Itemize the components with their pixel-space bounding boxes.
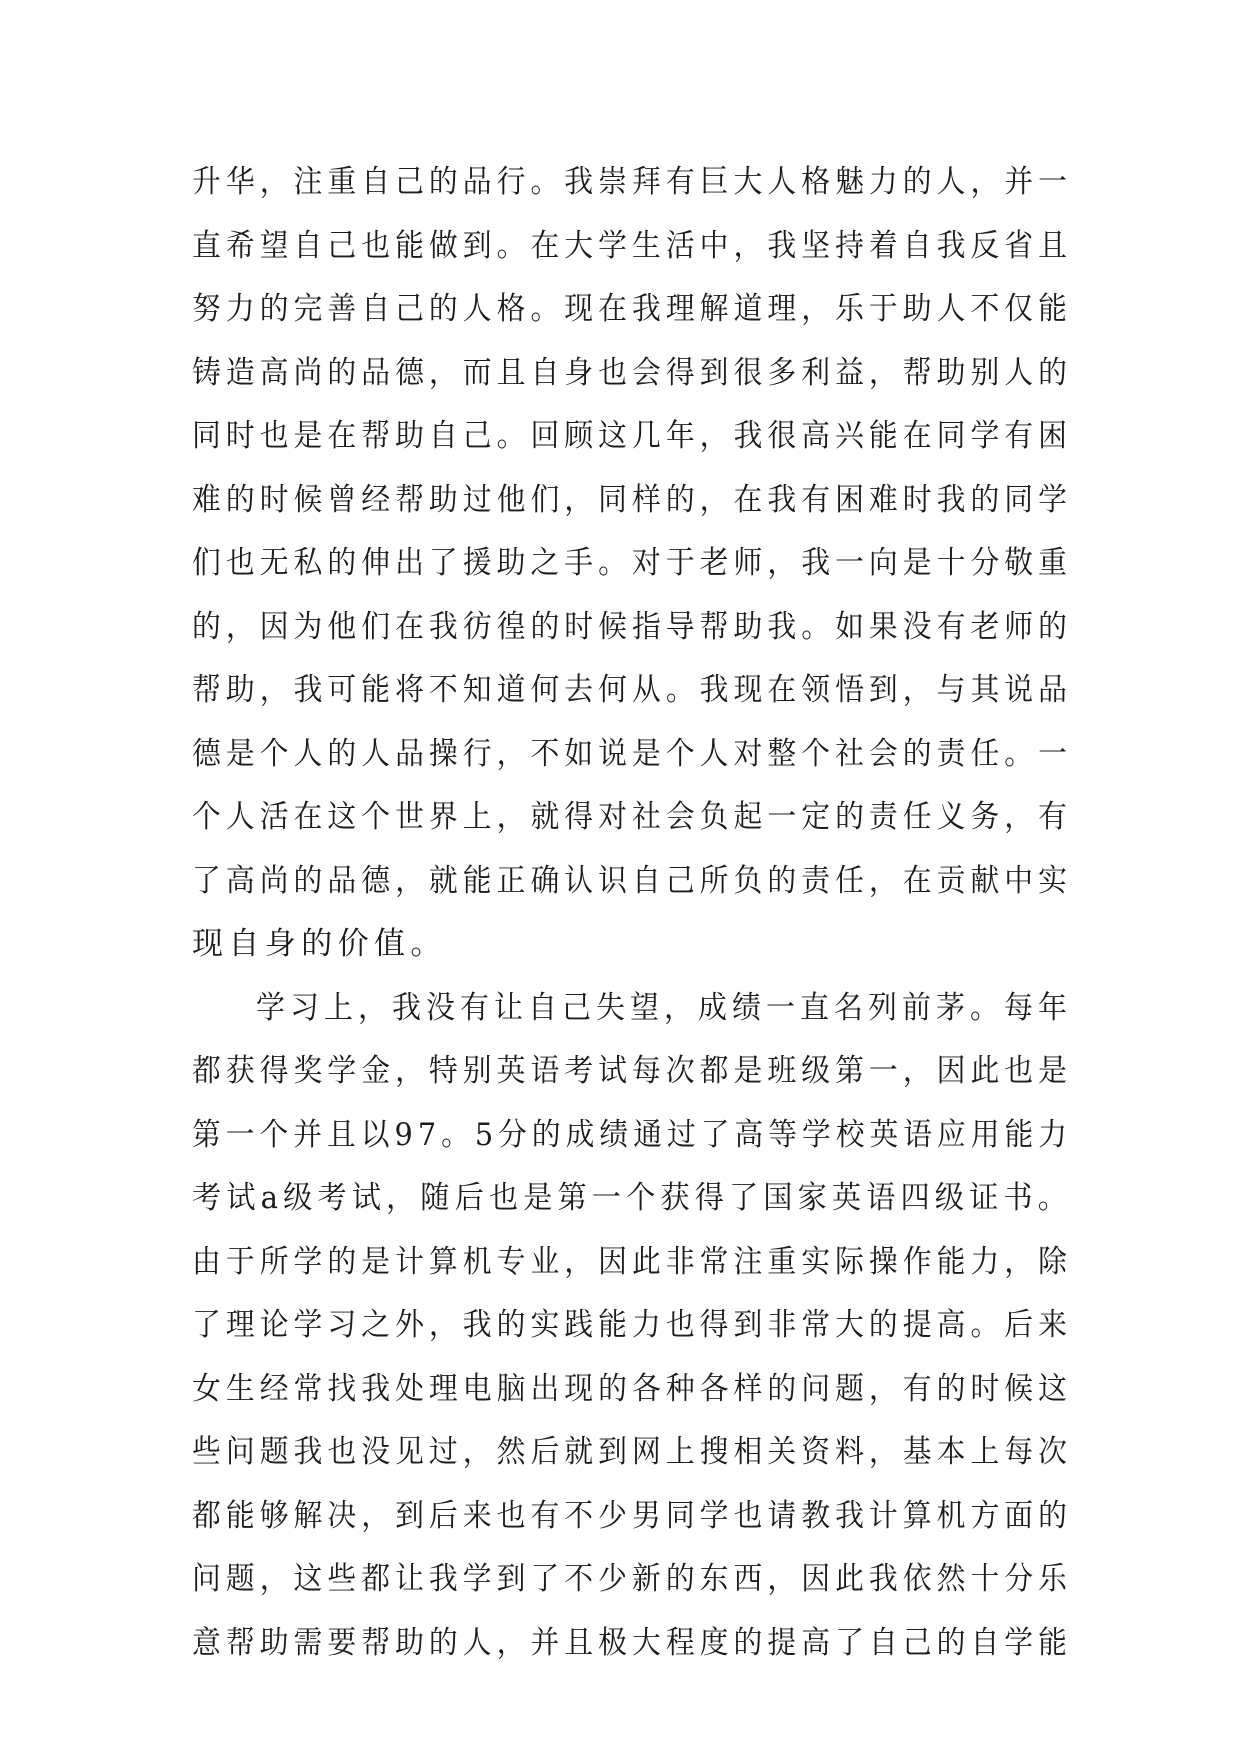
text-line: 些问题我也没见过，然后就到网上搜相关资料，基本上每次 xyxy=(192,1434,1072,1470)
text-line: 同时也是在帮助自己。回顾这几年，我很高兴能在同学有困 xyxy=(192,418,1072,454)
text-line: 德是个人的人品操行，不如说是个人对整个社会的责任。一 xyxy=(192,735,1072,772)
text-line: 直希望自己也能做到。在大学生活中，我坚持着自我反省且 xyxy=(192,227,1072,264)
text-line: 意帮助需要帮助的人，并且极大程度的提高了自己的自学能 xyxy=(192,1624,1072,1661)
text-line: 了理论学习之外，我的实践能力也得到非常大的提高。后来 xyxy=(192,1307,1072,1343)
text-line: 升华，注重自己的品行。我崇拜有巨大人格魅力的人，并一 xyxy=(192,164,1072,200)
body-text xyxy=(192,151,1072,1675)
paragraph-first-line: 学习上，我没有让自己失望，成绩一直名列前茅。每年 xyxy=(256,989,1072,1026)
text-line: 第一个并且以97。5分的成绩通过了高等学校英语应用能力 xyxy=(192,1116,1072,1153)
text-line: 考试a级考试，随后也是第一个获得了国家英语四级证书。 xyxy=(192,1180,1072,1216)
text-line: 问题，这些都让我学到了不少新的东西，因此我依然十分乐 xyxy=(192,1561,1072,1597)
text-line: 帮助，我可能将不知道何去何从。我现在领悟到，与其说品 xyxy=(192,672,1072,708)
text-line: 都能够解决，到后来也有不少男同学也请教我计算机方面的 xyxy=(192,1497,1072,1534)
text-line: 个人活在这个世界上，就得对社会负起一定的责任义务，有 xyxy=(192,799,1072,835)
text-line: 由于所学的是计算机专业，因此非常注重实际操作能力，除 xyxy=(192,1243,1072,1280)
text-line: 都获得奖学金，特别英语考试每次都是班级第一，因此也是 xyxy=(192,1053,1072,1089)
text-line: 现自身的价值。 xyxy=(192,926,447,962)
text-line: 了高尚的品德，就能正确认识自己所负的责任，在贡献中实 xyxy=(192,862,1072,899)
text-line: 难的时候曾经帮助过他们，同样的，在我有困难时我的同学 xyxy=(192,481,1072,518)
text-line: 的，因为他们在我彷徨的时候指导帮助我。如果没有老师的 xyxy=(192,608,1072,645)
text-line: 们也无私的伸出了援助之手。对于老师，我一向是十分敬重 xyxy=(192,545,1072,581)
text-line: 铸造高尚的品德，而且自身也会得到很多利益，帮助别人的 xyxy=(192,354,1072,391)
text-line: 女生经常找我处理电脑出现的各种各样的问题，有的时候这 xyxy=(192,1370,1072,1407)
text-line: 努力的完善自己的人格。现在我理解道理，乐于助人不仅能 xyxy=(192,291,1072,327)
